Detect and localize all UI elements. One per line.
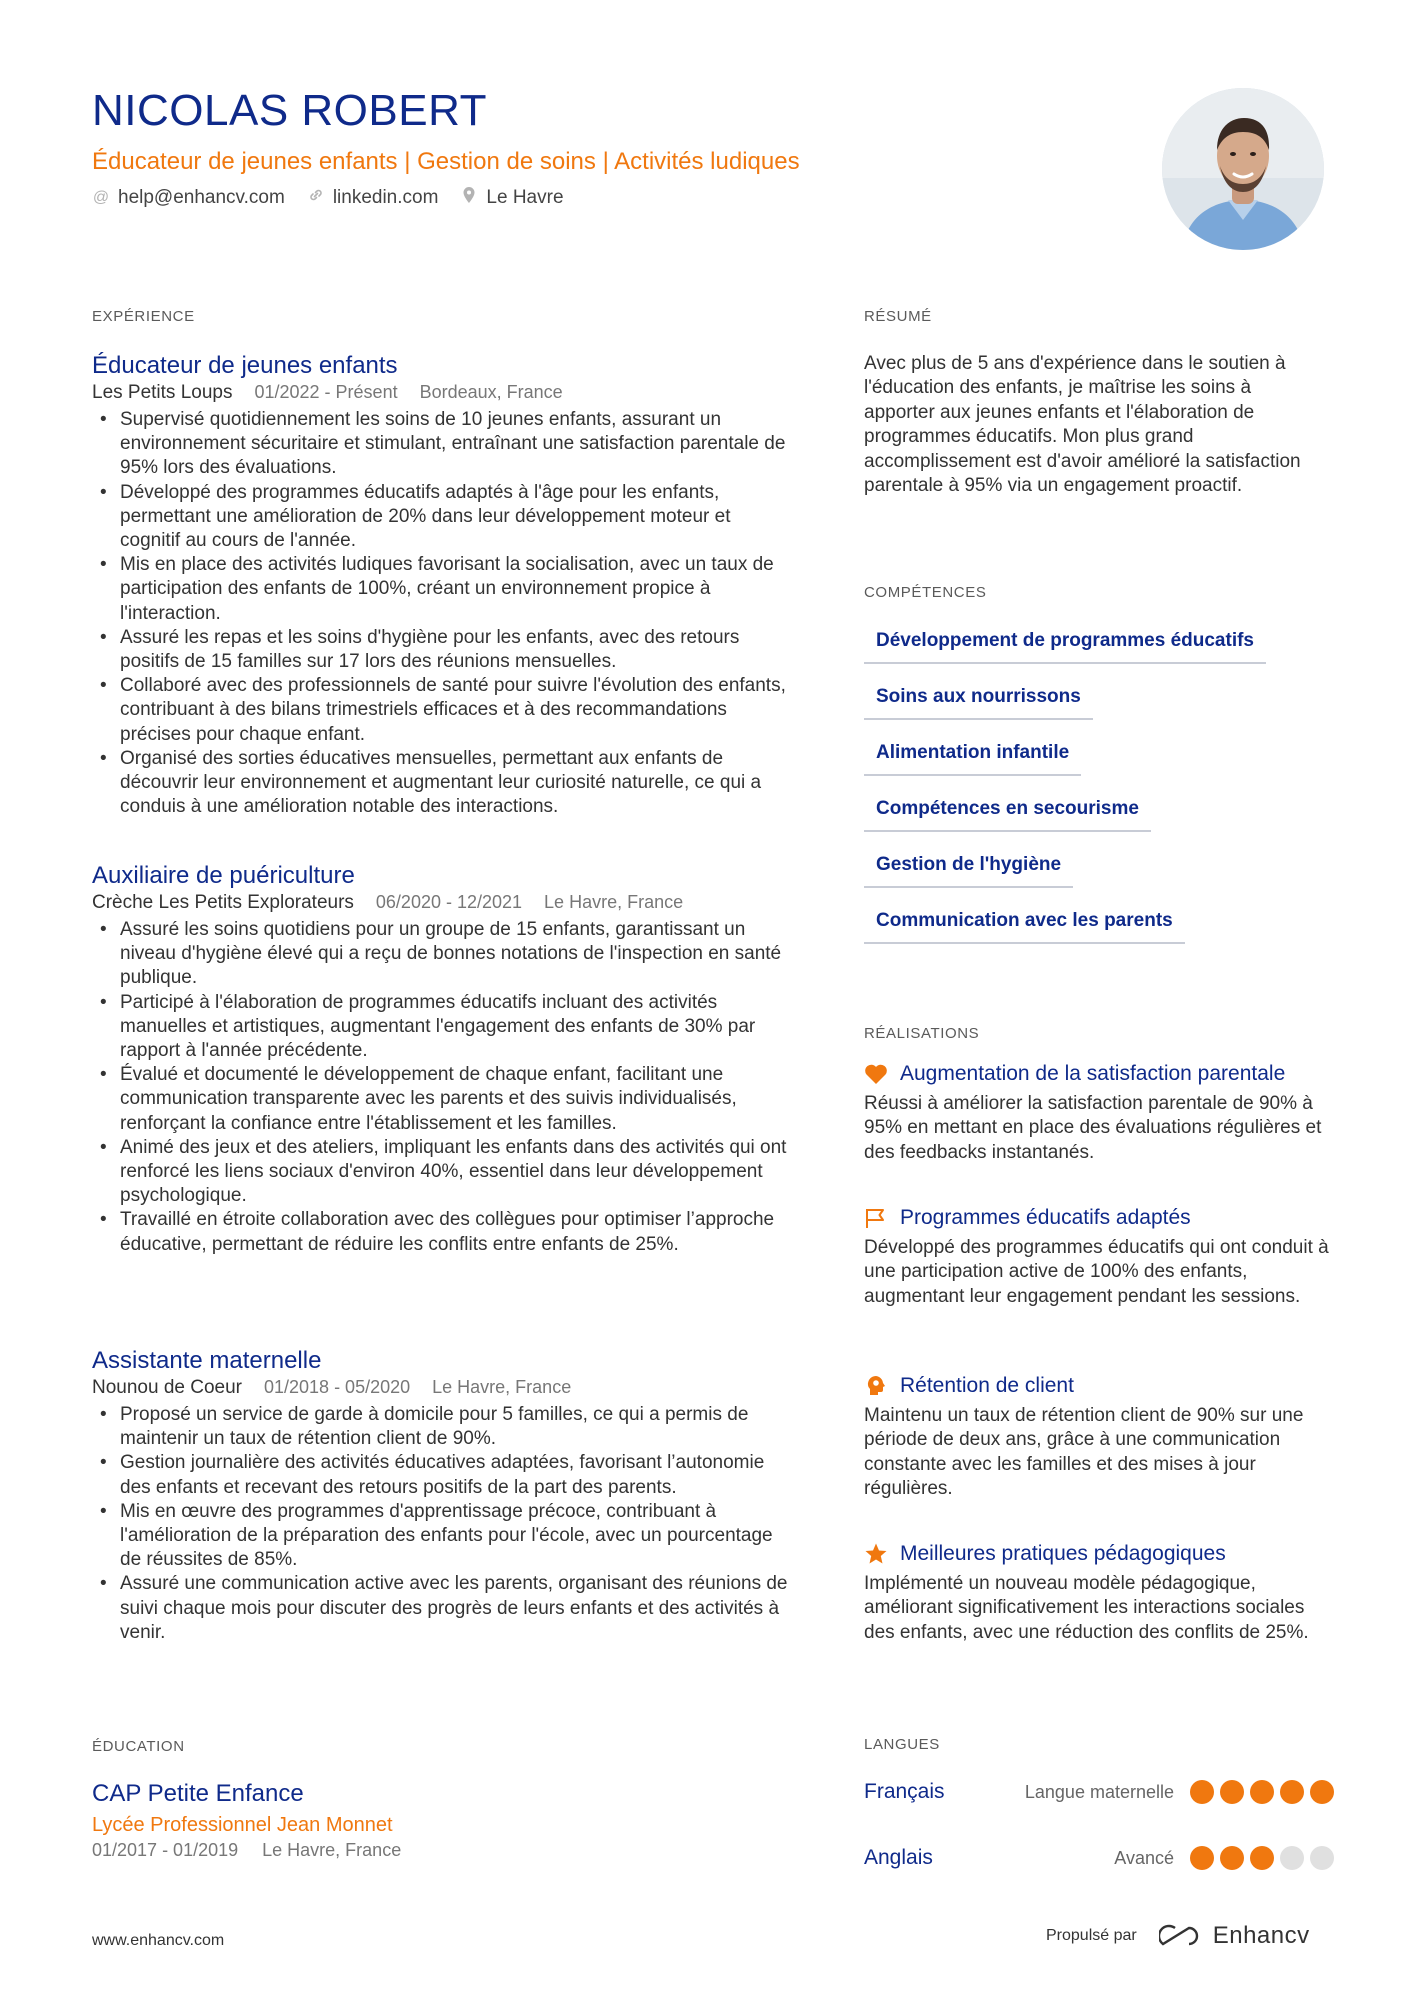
- education-location: Le Havre, France: [262, 1840, 402, 1860]
- skill-tag: Soins aux nourrissons: [864, 686, 1093, 720]
- skill-tag: Gestion de l'hygiène: [864, 854, 1073, 888]
- achievement-title: Augmentation de la satisfaction parentale: [900, 1062, 1286, 1085]
- language-rating: [1190, 1846, 1334, 1870]
- section-title-education: ÉDUCATION: [92, 1738, 185, 1755]
- contact-email[interactable]: [92, 186, 285, 209]
- job-dates: 01/2022 - Présent: [254, 382, 398, 402]
- rating-dot: [1190, 1846, 1214, 1870]
- achievement-item: [864, 1374, 1334, 1502]
- job-meta: [92, 892, 792, 914]
- link-icon: [307, 187, 325, 208]
- brand-name: Enhancv: [1212, 1922, 1310, 1949]
- rating-dot: [1250, 1780, 1274, 1804]
- job-bullets: [92, 918, 792, 1257]
- job-bullet: • Travaillé en étroite collaboration avec des collègues pour optimiser l’approche éducative, permettant de réduire les conflits entre enfants de 25%.: [92, 1208, 792, 1256]
- footer-branding: [1046, 1922, 1310, 1950]
- achievement-item: [864, 1062, 1334, 1165]
- section-title-languages: LANGUES: [864, 1736, 940, 1753]
- achievement-desc: Implémenté un nouveau modèle pédagogique, améliorant significativement les interactions sociales des enfants, avec une réduction des conflits de 25%.: [864, 1573, 1309, 1643]
- job-location: Bordeaux, France: [419, 382, 563, 402]
- job-dates: 06/2020 - 12/2021: [375, 892, 523, 912]
- achievement-desc: Maintenu un taux de rétention client de 90% sur une période de deux ans, grâce à une communication constante avec les familles et des mises à jour régulières.: [864, 1405, 1304, 1500]
- skill-tag: Développement de programmes éducatifs: [864, 630, 1266, 664]
- job-bullet: • Animé des jeux et des ateliers, impliquant les enfants dans des activités qui ont renforcé les liens sociaux d'environ 40%, essentiel dans leur développement psychologique.: [92, 1136, 792, 1209]
- powered-by-text: Propulsé par: [1046, 1927, 1137, 1944]
- summary-text: Avec plus de 5 ans d'expérience dans le soutien à l'éducation des enfants, je maîtrise les soins à apporter aux jeunes enfants et l'élaboration de programmes éducatifs. Mon plus grand accomplissement est d'avoir amélioré la satisfaction parentale à 95% via un engagement proactif.: [864, 353, 1301, 497]
- language-name: Anglais: [864, 1846, 933, 1869]
- rating-dot: [1310, 1780, 1334, 1804]
- section-title-skills: COMPÉTENCES: [864, 584, 987, 601]
- skill-tag: Communication avec les parents: [864, 910, 1185, 944]
- job-location: Le Havre, France: [432, 1377, 572, 1397]
- job-location: Le Havre, France: [544, 892, 684, 912]
- rating-dot: [1280, 1780, 1304, 1804]
- job-bullet: • Supervisé quotidiennement les soins de 10 jeunes enfants, assurant un environnement sécuritaire et stimulant, entraînant une satisfaction parentale de 95% lors des évaluations.: [92, 408, 792, 481]
- language-rating: [1190, 1780, 1334, 1804]
- job-dates: 01/2018 - 05/2020: [264, 1377, 411, 1397]
- job-title: Éducateur de jeunes enfants: [92, 352, 398, 379]
- job-title: Auxiliaire de puériculture: [92, 862, 355, 889]
- job-bullet: • Mis en œuvre des programmes d'apprentissage précoce, contribuant à l'amélioration de la préparation des enfants pour l'école, avec un pourcentage de réussites de 85%.: [92, 1500, 792, 1573]
- job-company: Crèche Les Petits Explorateurs: [92, 892, 354, 913]
- job-bullets: [92, 1403, 792, 1645]
- education-dates: 01/2017 - 01/2019: [92, 1840, 239, 1860]
- star-icon: [864, 1542, 888, 1566]
- achievement-desc: Réussi à améliorer la satisfaction parentale de 90% à 95% en mettant en place des évaluations régulières et des feedbacks instantanés.: [864, 1093, 1322, 1163]
- job-title: Assistante maternelle: [92, 1347, 322, 1374]
- skill-tag: Alimentation infantile: [864, 742, 1081, 776]
- website-text: linkedin.com: [332, 186, 439, 208]
- job-bullet: • Évalué et documenté le développement de chaque enfant, facilitant une communication transparente avec les parents et des suivis individualisés, renforçant la confiance entre l'établissement et les familles.: [92, 1063, 792, 1136]
- language-item: [864, 1843, 1334, 1873]
- heart-icon: [864, 1062, 888, 1086]
- job-entry: [92, 1347, 792, 1645]
- education-degree: CAP Petite Enfance: [92, 1780, 304, 1807]
- language-level: Langue maternelle: [1024, 1781, 1174, 1802]
- location-pin-icon: [460, 186, 478, 209]
- job-entry: [92, 862, 792, 1257]
- profile-photo: [1162, 88, 1324, 250]
- job-bullet: • Proposé un service de garde à domicile pour 5 familles, ce qui a permis de maintenir un taux de rétention client de 90%.: [92, 1403, 792, 1451]
- rating-dot: [1310, 1846, 1334, 1870]
- job-bullet: • Collaboré avec des professionnels de santé pour suivre l'évolution des enfants, contribuant à des bilans trimestriels efficaces et à des recommandations précises pour chaque enfant.: [92, 674, 792, 747]
- rating-dot: [1190, 1780, 1214, 1804]
- job-company: Les Petits Loups: [92, 382, 233, 403]
- job-bullet: • Assuré les soins quotidiens pour un groupe de 15 enfants, garantissant un niveau d'hygiène élevé qui a reçu de bonnes notations de l'inspection en santé publique.: [92, 918, 792, 991]
- skill-tag: Compétences en secourisme: [864, 798, 1151, 832]
- contact-location: [460, 186, 563, 209]
- rating-dot: [1220, 1780, 1244, 1804]
- section-title-experience: EXPÉRIENCE: [92, 308, 195, 325]
- job-bullet: • Mis en place des activités ludiques favorisant la socialisation, avec un taux de participation des enfants de 100%, créant un environnement propice à l'interaction.: [92, 553, 792, 626]
- job-bullet: • Développé des programmes éducatifs adaptés à l'âge pour les enfants, permettant une amélioration de 20% dans leur développement moteur et cognitif au cours de l'année.: [92, 481, 792, 554]
- education-meta: [92, 1840, 401, 1861]
- achievement-item: [864, 1206, 1334, 1309]
- candidate-headline: Éducateur de jeunes enfants | Gestion de soins | Activités ludiques: [92, 148, 800, 175]
- achievement-title: Rétention de client: [900, 1374, 1074, 1397]
- job-meta: [92, 382, 792, 404]
- section-title-achievements: RÉALISATIONS: [864, 1025, 980, 1042]
- email-text: help@enhancv.com: [118, 186, 285, 208]
- job-bullet: • Participé à l'élaboration de programmes éducatifs incluant des activités manuelles et artistiques, augmentant l'engagement des enfants de 30% par rapport à l'année précédente.: [92, 991, 792, 1064]
- head-idea-icon: [864, 1374, 888, 1398]
- section-title-summary: RÉSUMÉ: [864, 308, 932, 325]
- job-meta: [92, 1377, 792, 1399]
- job-bullets: [92, 408, 792, 819]
- achievement-title: Programmes éducatifs adaptés: [900, 1206, 1191, 1229]
- achievement-title: Meilleures pratiques pédagogiques: [900, 1542, 1226, 1565]
- at-icon: @: [92, 188, 110, 206]
- skills-list: [864, 630, 1334, 966]
- contact-website[interactable]: [307, 186, 439, 209]
- achievement-item: [864, 1542, 1334, 1645]
- language-level: Avancé: [1114, 1847, 1174, 1868]
- rating-dot: [1250, 1846, 1274, 1870]
- language-name: Français: [864, 1780, 945, 1803]
- job-company: Nounou de Coeur: [92, 1377, 242, 1398]
- job-entry: [92, 352, 792, 819]
- footer-website[interactable]: www.enhancv.com: [92, 1932, 225, 1949]
- language-item: [864, 1777, 1334, 1807]
- flag-icon: [864, 1206, 888, 1230]
- rating-dot: [1280, 1846, 1304, 1870]
- achievement-desc: Développé des programmes éducatifs qui ont conduit à une participation active de 100% des enfants, augmentant leur engagement pendant les sessions.: [864, 1237, 1329, 1307]
- candidate-name: NICOLAS ROBERT: [92, 86, 487, 135]
- brand-logo[interactable]: [1159, 1922, 1310, 1950]
- enhancv-logo-icon: [1159, 1924, 1205, 1948]
- job-bullet: • Organisé des sorties éducatives mensuelles, permettant aux enfants de découvrir leur environnement et augmentant leur curiosité naturelle, ce qui a conduis à une amélioration notable des interactions.: [92, 747, 792, 820]
- rating-dot: [1220, 1846, 1244, 1870]
- job-bullet: • Assuré une communication active avec les parents, organisant des réunions de suivi chaque mois pour discuter des progrès de leurs enfants et des activités à venir.: [92, 1572, 792, 1645]
- contact-bar: [92, 186, 564, 209]
- job-bullet: • Assuré les repas et les soins d'hygiène pour les enfants, avec des retours positifs de 15 familles sur 17 lors des réunions mensuelles.: [92, 626, 792, 674]
- education-school: Lycée Professionnel Jean Monnet: [92, 1814, 393, 1836]
- location-text: Le Havre: [486, 186, 564, 208]
- job-bullet: • Gestion journalière des activités éducatives adaptées, favorisant l’autonomie des enfants et recevant des retours positifs de la part des parents.: [92, 1451, 792, 1499]
